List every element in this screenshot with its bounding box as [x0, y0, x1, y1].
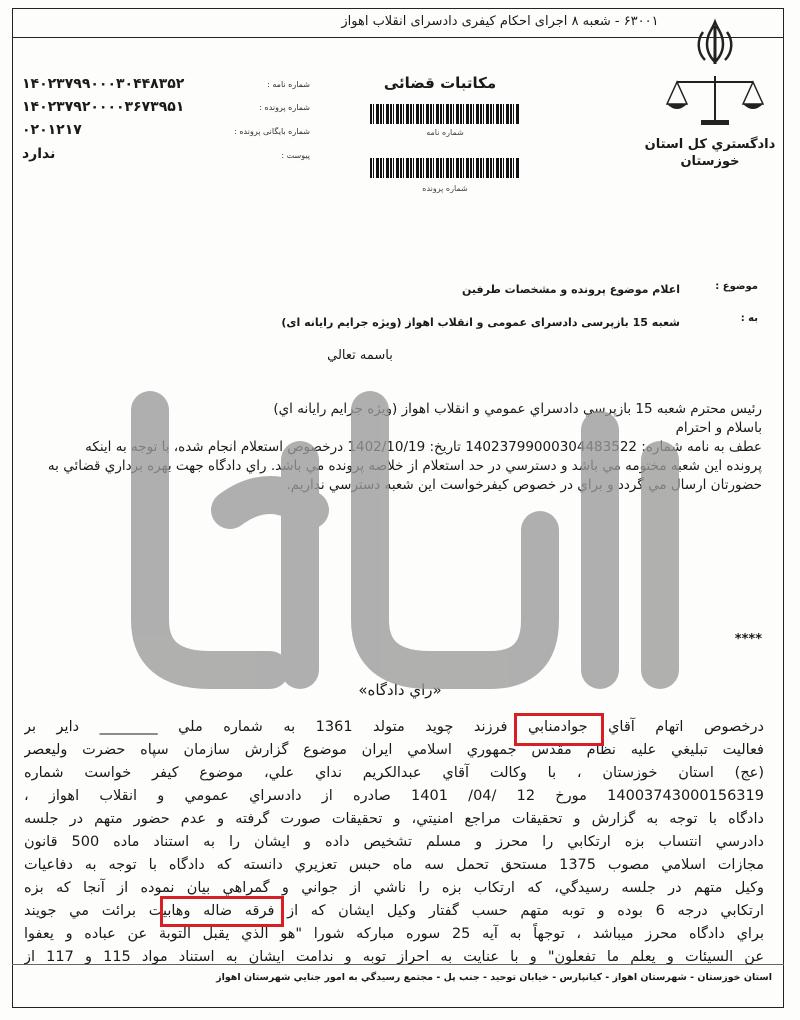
meta-value-archive-number: ۰۲۰۱۲۱۷ [22, 122, 82, 138]
scales-of-justice-icon [665, 72, 765, 128]
body-line: باسلام و احترام [675, 420, 762, 436]
meta-label-archive-number: شماره بایگانی پرونده : [234, 127, 310, 136]
meta-value-case-number: ۱۴۰۲۳۷۹۲۰۰۰۰۳۶۷۳۹۵۱ [22, 99, 185, 115]
verdict-line: درخصوص اتهام آقاي جوادمنابي فرزند چويد متولد 1361 به شماره ملي ________ داير بر [24, 719, 764, 735]
recipient-value: شعبه 15 بازپرسی دادسرای عمومی و انقلاب اهواز (ویژه جرایم رایانه ای) [281, 316, 680, 329]
body-line: پرونده اين شعبه مختومه مي باشد و دسترسي در حد استعلام از خلاصه پرونده مي باشد. راي دادگاه جهت بهره برداري قضائي به [47, 458, 762, 474]
body-line: عطف به نامه شماره: 14023799000304483522 تاريخ: 1402/10/19 درخصوص استعلام انجام شده، با توجه به اينكه [85, 439, 762, 455]
verdict-title: «راي دادگاه» [358, 681, 442, 699]
case-number-barcode [370, 158, 520, 178]
verdict-line: مجازات اسلامي مصوب 1375 مستحق تحمل سه ماه حبس تعزيري دانسته كه دادگاه با توجه به دفاعيات [24, 857, 764, 873]
court-name-line1: دادگستري كل استان [644, 137, 776, 152]
verdict-line: براي دادگاه محرز ميباشد ، توجهاً به آيه 25 سوره مباركه شورا "هو الذي يقبل التوبة عن عباده و يعفوا [24, 926, 764, 942]
meta-label-attachment: پیوست : [281, 151, 310, 160]
salutation: باسمه تعالي [327, 348, 393, 363]
verdict-line: دادگاه با توجه به گزارش و تحقيقات مراجع امنيتي، و تحقيقات صورت گرفته و عدم حضور متهم در جلسه [24, 811, 764, 827]
recipient-label: به : [740, 313, 758, 324]
verdict-line: (عج) استان خوزستان ، با وكالت آقاي عبدالكريم نداي علي، موضوع كيفر خواست شماره [24, 765, 764, 781]
footer-divider [12, 964, 784, 965]
subject-label: موضوع : [715, 281, 758, 292]
meta-label-case-number: شماره پرونده : [259, 103, 310, 112]
meta-label-letter-number: شماره نامه : [267, 80, 310, 89]
barcode-caption-letter: شماره نامه [426, 128, 464, 137]
subject-value: اعلام موضوع پرونده و مشخصات طرفين [462, 283, 680, 296]
letter-number-barcode [370, 104, 520, 124]
meta-value-attachment: ندارد [22, 146, 56, 162]
verdict-line: 14003743000156319 مورخ 12 /04/ 1401 صادره از دادسراي عمومي و انقلاب اهواز ، [24, 788, 764, 804]
verdict-line: فعاليت تبليغي عليه نظام مقدس جمهوري اسلامي ايران موضوع گزارش سازمان سپاه حضرت وليعصر [24, 742, 764, 758]
separator-stars: **** [734, 632, 762, 647]
verdict-line: دادرسي انتساب بزه ارتكابي را محرز و مسلم تشخيص داده و ايشان را به استناد ماده 500 قانون [24, 834, 764, 850]
footer-address: استان خوزستان - شهرستان اهواز - کیانپارس - خیابان توحید - جنب پل - مجتمع رسيدگي به امور جنايي شهرستان اهواز [216, 972, 772, 983]
document-type-title: مکاتبات قضائی [383, 74, 497, 92]
meta-value-letter-number: ۱۴۰۲۳۷۹۹۰۰۰۳۰۴۴۸۳۵۲ [22, 76, 185, 92]
branch-line: ۶۳۰۰۱ - شعبه ۸ اجرای احکام کیفری دادسرای انقلاب اهواز [341, 14, 659, 29]
barcode-caption-case: شماره پرونده [422, 184, 468, 193]
highlight-box-name [514, 713, 604, 746]
body-line: حضورتان ارسال مي گردد و براي در خصوص كيفرخواست اين شعبه دسترسي نداريم. [286, 477, 762, 493]
highlight-box-sect [160, 896, 284, 927]
verdict-line: عن السيئات و يعلم ما تفعلون" و با عنايت به احراز توبه و ندامت ايشان به استناد مواد 115 و 117 از [24, 949, 764, 965]
court-name [640, 136, 780, 170]
verdict-line: وكيل متهم در جلسه رسيدگي، كه ارتكاب بزه را ناشي از جواني و گمراهي بيان نموده از آنجا كه بزه [24, 880, 764, 896]
body-line: رئيس محترم شعبه 15 بازپرسي دادسراي عمومي و انقلاب اهواز (ويژه جرايم رايانه اي) [273, 401, 762, 417]
verdict-line: ارتكابي درجه 6 بوده و توبه متهم حسب گفتار وكيل ايشان كه از فرقه ضاله وهابيت برائت مي جويند [24, 903, 764, 919]
court-name-line2: خوزستان [680, 154, 740, 169]
iran-emblem-icon [685, 18, 745, 68]
